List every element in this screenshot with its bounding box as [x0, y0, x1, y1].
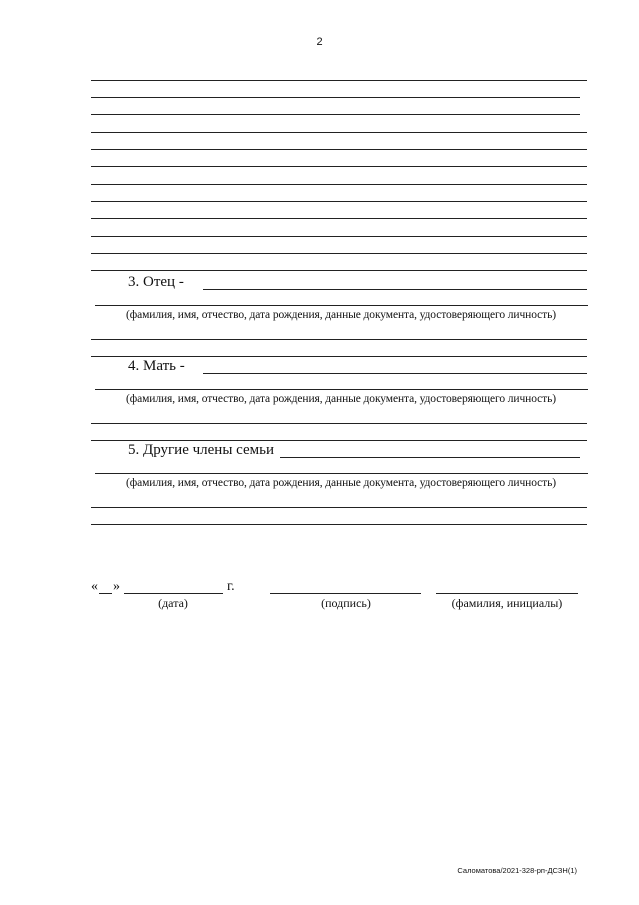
day-input-line[interactable] — [99, 593, 112, 594]
mother-extra-line[interactable] — [91, 423, 587, 424]
mother-details-line[interactable] — [95, 389, 588, 390]
blank-line — [91, 80, 587, 81]
family-details-line[interactable] — [95, 473, 588, 474]
blank-line — [91, 132, 587, 133]
signature-input-line[interactable] — [270, 593, 421, 594]
family-input-line[interactable] — [280, 457, 580, 458]
blank-line — [91, 114, 580, 115]
father-input-line[interactable] — [203, 289, 587, 290]
page-number: 2 — [316, 36, 323, 48]
father-label: 3. Отец - — [128, 274, 184, 290]
date-quote-open: « — [91, 579, 98, 594]
blank-line — [91, 236, 587, 237]
mother-hint: (фамилия, имя, отчество, дата рождения, данные документа, удостоверяющего личность) — [126, 393, 556, 405]
family-extra-line[interactable] — [91, 507, 587, 508]
father-details-line[interactable] — [95, 305, 588, 306]
mother-input-line[interactable] — [203, 373, 587, 374]
father-hint: (фамилия, имя, отчество, дата рождения, данные документа, удостоверяющего личность) — [126, 309, 556, 321]
document-reference: Саломатова/2021-328-рп-ДСЗН(1) — [457, 866, 577, 875]
month-input-line[interactable] — [124, 593, 223, 594]
name-input-line[interactable] — [436, 593, 578, 594]
blank-line — [91, 270, 587, 271]
blank-line — [91, 218, 587, 219]
mother-label: 4. Мать - — [128, 358, 185, 374]
blank-line — [91, 184, 587, 185]
family-label: 5. Другие члены семьи — [128, 442, 275, 458]
father-extra-line[interactable] — [91, 339, 587, 340]
blank-line — [91, 166, 587, 167]
blank-line — [91, 149, 587, 150]
blank-line — [91, 253, 587, 254]
date-quote-close: » — [113, 579, 120, 594]
date-caption: (дата) — [158, 596, 188, 610]
family-hint: (фамилия, имя, отчество, дата рождения, данные документа, удостоверяющего личность) — [126, 477, 556, 489]
year-suffix: г. — [227, 579, 235, 594]
mother-extra-line[interactable] — [91, 440, 587, 441]
signature-caption: (подпись) — [321, 596, 371, 610]
blank-line — [91, 201, 587, 202]
blank-line — [91, 97, 580, 98]
family-extra-line[interactable] — [91, 524, 587, 525]
name-caption: (фамилия, инициалы) — [451, 596, 563, 610]
father-extra-line[interactable] — [91, 356, 587, 357]
